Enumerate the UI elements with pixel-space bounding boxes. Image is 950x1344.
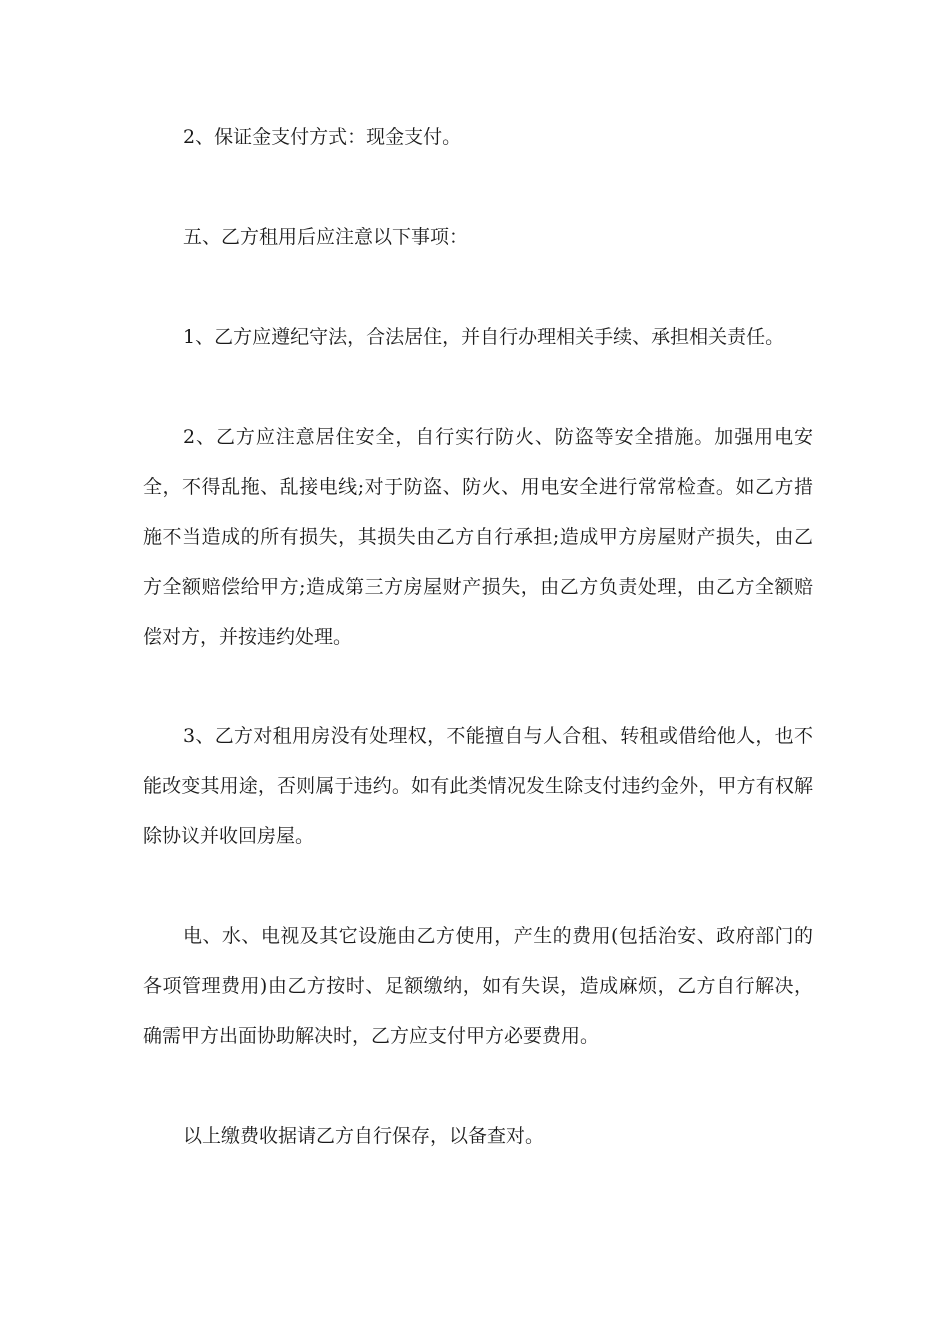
paragraph-item-1-law-compliance: 1、乙方应遵纪守法，合法居住，并自行办理相关手续、承担相关责任。 — [183, 326, 785, 348]
paragraph-utilities-fees: 电、水、电视及其它设施由乙方使用，产生的费用(包括治安、政府部门的各项管理费用)由乙方按时、足额缴纳，如有失误，造成麻烦，乙方自行解决，确需甲方出面协助解决时，乙方应支付甲方必要费用。 — [143, 925, 813, 1047]
section-heading-tenant-notes: 五、乙方租用后应注意以下事项： — [183, 226, 469, 248]
paragraph-item-3-no-sublet: 3、乙方对租用房没有处理权，不能擅自与人合租、转租或借给他人，也不能改变其用途，否则属于违约。如有此类情况发生除支付违约金外，甲方有权解除协议并收回房屋。 — [143, 725, 813, 847]
paragraph-item-2-safety: 2、乙方应注意居住安全，自行实行防火、防盗等安全措施。加强用电安全，不得乱拖、乱接电线;对于防盗、防火、用电安全进行常常检查。如乙方措施不当造成的所有损失，其损失由乙方自行承担;造成甲方房屋财产损失，由乙方全额赔偿给甲方;造成第三方房屋财产损失，由乙方负责处理，由乙方全额赔偿对方，并按违约处理。 — [143, 426, 813, 648]
paragraph-receipts: 以上缴费收据请乙方自行保存，以备查对。 — [183, 1125, 545, 1147]
paragraph-deposit-payment-method: 2、保证金支付方式：现金支付。 — [183, 126, 462, 148]
